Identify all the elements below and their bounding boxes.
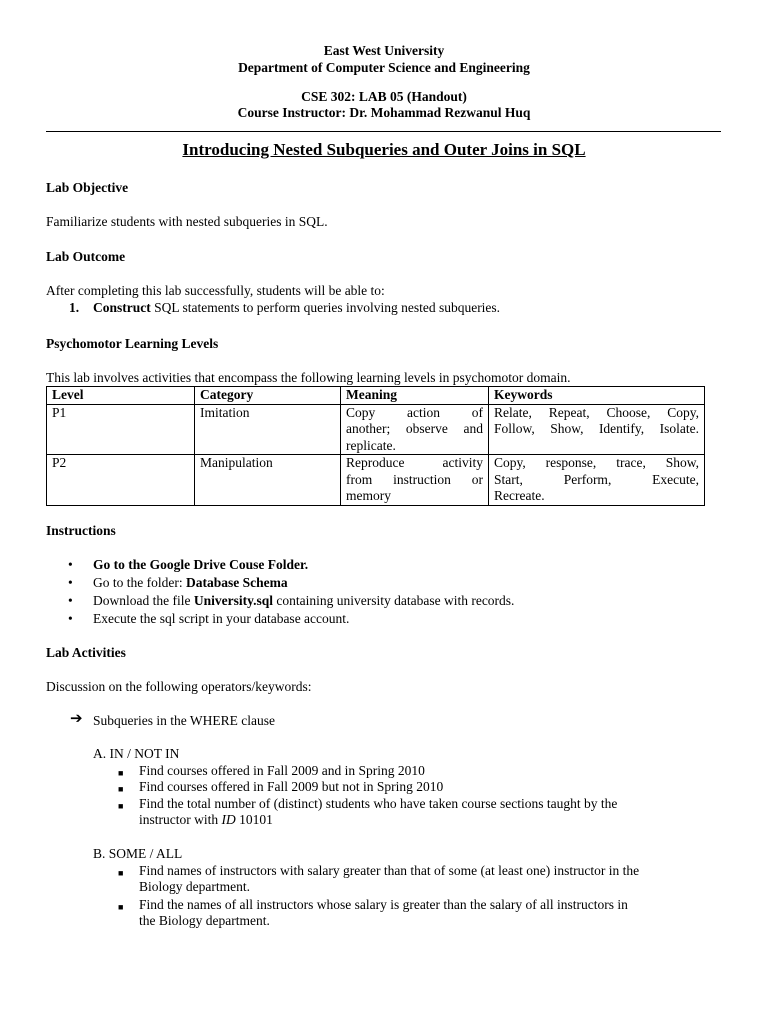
section-a-label: A. IN / NOT IN — [93, 746, 180, 761]
cell-category: Manipulation — [195, 455, 341, 506]
instruction-bold: Database Schema — [185, 575, 288, 590]
list-item: Find the total number of (distinct) students who have taken course sections taught by the — [139, 796, 618, 811]
section-b-label: B. SOME / ALL — [93, 846, 183, 861]
list-item: Find the names of all instructors whose salary is greater than the salary of all instructors in — [139, 897, 628, 912]
instruction-item — [93, 593, 514, 610]
instruction-bold: University.sql — [193, 593, 273, 608]
instruction-bold: Go to the Google Drive Couse Folder. — [93, 557, 309, 572]
cell-category: Imitation — [195, 404, 341, 455]
psychomotor-heading: Psychomotor Learning Levels — [46, 336, 219, 351]
list-item: Find courses offered in Fall 2009 and in Spring 2010 — [139, 763, 425, 778]
course-code: CSE 302: LAB 05 (Handout) — [301, 89, 467, 104]
psychomotor-intro: This lab involves activities that encompass the following learning levels in psychomotor domain. — [46, 370, 571, 385]
outcome-item-number: 1. — [69, 300, 80, 315]
instruction-item — [93, 575, 288, 592]
list-item-text: 10101 — [235, 812, 273, 827]
list-item-continuation: Biology department. — [139, 879, 250, 894]
objective-text: Familiarize students with nested subqueries in SQL. — [46, 214, 328, 229]
cell-level: P2 — [47, 455, 195, 506]
table-row — [47, 404, 705, 455]
instruction-text: Execute the sql script in your database account. — [93, 611, 350, 626]
list-item-continuation: the Biology department. — [139, 913, 270, 928]
document-title: Introducing Nested Subqueries and Outer Joins in SQL — [182, 140, 586, 159]
cell-meaning — [341, 455, 489, 506]
outcome-intro: After completing this lab successfully, students will be able to: — [46, 283, 385, 298]
square-bullet-icon: ■ — [118, 768, 124, 778]
bullet-icon: • — [68, 575, 73, 590]
activities-intro: Discussion on the following operators/keywords: — [46, 679, 312, 694]
keywords-line: Copy, response, trace, Show, — [494, 455, 699, 470]
list-item: Find names of instructors with salary greater than that of some (at least one) instructor in the — [139, 863, 640, 878]
outcome-item — [93, 300, 500, 317]
outcome-heading: Lab Outcome — [46, 249, 126, 264]
instruction-item — [93, 557, 308, 574]
objective-heading: Lab Objective — [46, 180, 129, 195]
bullet-icon: • — [68, 611, 73, 626]
keywords-line: Follow, Show, Identify, Isolate. — [494, 421, 699, 436]
arrow-right-icon: ➔ — [70, 711, 83, 727]
instruction-text: Go to the folder: — [93, 575, 186, 590]
list-item-italic: ID — [221, 812, 236, 827]
list-item: Find courses offered in Fall 2009 but not in Spring 2010 — [139, 779, 444, 794]
cell-meaning — [341, 404, 489, 455]
list-item-text: instructor with — [139, 812, 222, 827]
column-header-keywords: Keywords — [489, 387, 705, 405]
outcome-item-bold: Construct — [93, 300, 151, 315]
instruction-item — [93, 611, 349, 628]
instruction-text: Download the file — [93, 593, 194, 608]
header-divider — [46, 131, 721, 132]
outcome-item-text: SQL statements to perform queries involving nested subqueries. — [150, 300, 501, 315]
square-bullet-icon: ■ — [118, 868, 124, 878]
meaning-line: memory — [346, 488, 391, 503]
instruction-text: containing university database with records. — [273, 593, 515, 608]
column-header-meaning: Meaning — [341, 387, 489, 405]
table-header-row — [47, 387, 705, 405]
arrow-item-text: Subqueries in the WHERE clause — [93, 713, 275, 728]
keywords-line: Relate, Repeat, Choose, Copy, — [494, 404, 699, 420]
learning-levels-table — [46, 386, 705, 506]
keywords-line: Recreate. — [494, 488, 545, 503]
square-bullet-icon: ■ — [118, 801, 124, 811]
meaning-line: from instruction or — [346, 471, 483, 487]
bullet-icon: • — [68, 593, 73, 608]
column-header-category: Category — [195, 387, 341, 405]
keywords-line: Start, Perform, Execute, — [494, 471, 699, 487]
cell-level: P1 — [47, 404, 195, 455]
square-bullet-icon: ■ — [118, 902, 124, 912]
cell-keywords — [489, 404, 705, 455]
bullet-icon: • — [68, 557, 73, 572]
meaning-line: Copy action of — [346, 404, 483, 420]
table-row — [47, 455, 705, 506]
department-name: Department of Computer Science and Engineering — [238, 60, 530, 75]
activities-heading: Lab Activities — [46, 645, 126, 660]
instructions-heading: Instructions — [46, 523, 116, 538]
meaning-line: Reproduce activity — [346, 455, 483, 470]
square-bullet-icon: ■ — [118, 784, 124, 794]
meaning-line: another; observe and — [346, 421, 483, 436]
university-name: East West University — [323, 43, 445, 58]
column-header-level: Level — [47, 387, 195, 405]
list-item-continuation — [139, 812, 273, 829]
course-instructor: Course Instructor: Dr. Mohammad Rezwanul Huq — [237, 105, 531, 120]
cell-keywords — [489, 455, 705, 506]
meaning-line: replicate. — [346, 437, 396, 453]
